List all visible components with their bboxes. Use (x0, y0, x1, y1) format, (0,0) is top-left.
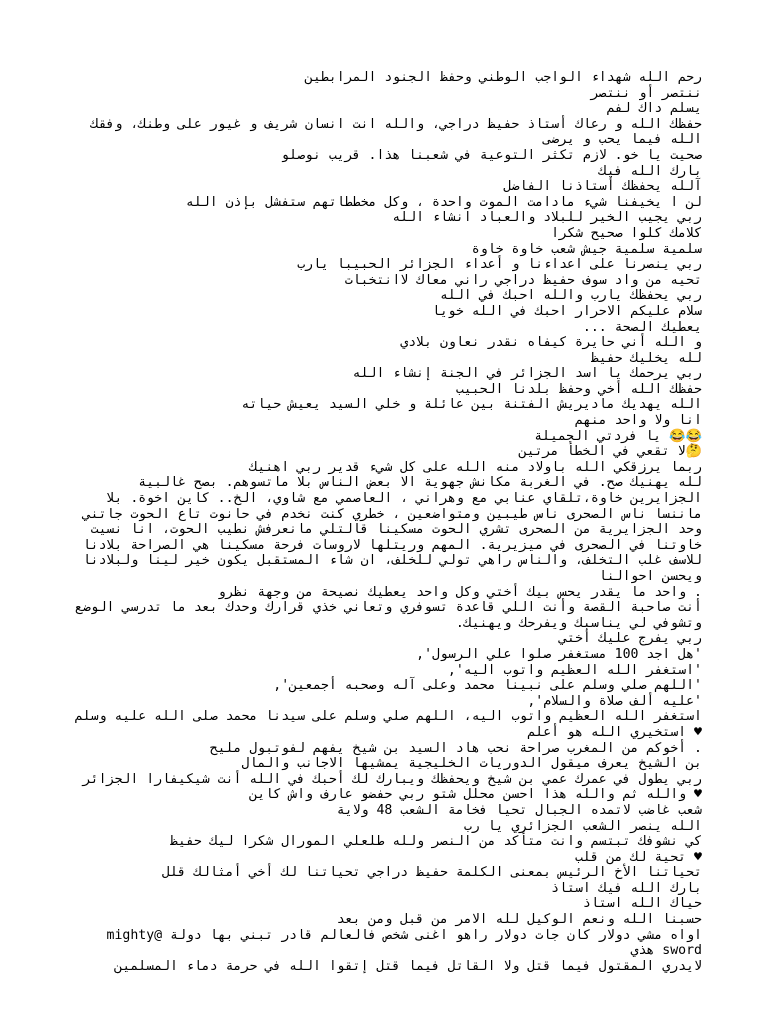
text-line: ربي يحفظك يارب والله احبك في الله (439, 288, 702, 304)
text-line: 'استغفر الله العظيم واتوب اليه', (447, 662, 702, 678)
text-line: بارك الله فيك استاذ (551, 880, 702, 896)
text-line: ربي يجيب الخير للبلاد والعباد انشاء الله (392, 210, 702, 226)
document-text-body (66, 70, 702, 974)
text-line: ننتصر أو ننتصر (590, 85, 702, 101)
text-line: ربي يطول في عمرك عمي بن شيخ ويحفظك ويبارك لك أحبك في الله أنت شيكيفارا الجزائر (82, 771, 702, 787)
text-line: شعب غاضب لاتمده الجبال تحيا فخامة الشعب 48 ولاية (336, 802, 702, 818)
text-line: يسلم داك لفم (606, 101, 702, 117)
text-line: ♥ استخيري الله هو أعلم (527, 724, 702, 740)
text-line: 'هل اجد 100 مستغفر صلوا علي الرسول', (416, 646, 702, 662)
text-line: . واحد ما يقدر يحس بيك أختي وكل واحد يعطيك نصيحة من وجهة نظرو (217, 584, 702, 600)
text-line: استغفر الله العظيم واتوب اليه، اللهم صلي وسلم على سيدنا محمد صلى الله عليه وسلم (74, 709, 702, 725)
text-line: . أخوكم من المغرب صراحة نحب هاد السيد بن شيخ يفهم لفوتبول مليح (209, 740, 702, 756)
text-line: حفظك الله أخي وحفظ بلدنا الحبيب (455, 381, 702, 397)
text-line: ربي يفرج عليك أختي (559, 631, 702, 647)
text-line: حسبنا الله ونعم الوكيل لله الامر من قبل ومن بعد (336, 912, 702, 928)
text-line: لايدري المقتول فيما قتل ولا القاتل فيما قتل إتقوا الله في حرمة دماء المسلمين (114, 958, 702, 974)
text-line: لن ا يخيفنا شيء مادامت الموت واحدة ، وكل مخططاتهم ستفشل بإذن الله (185, 194, 702, 210)
text-line: 'اللهم صلي وسلم على نبينا محمد وعلى آله وصحبه أجمعين', (273, 678, 702, 694)
text-line: 🤔لا تقعي في الخطأ مرتين (518, 444, 702, 460)
text-line: سلمية سلمية جيش شعب خاوة خاوة (471, 241, 702, 257)
text-line: آلله يحفظك أستاذنا الفاضل (503, 179, 702, 195)
text-line: ربما يرزقكي الله باولاد منه الله على كل شيء قدير ربي اهنيك (249, 459, 702, 475)
text-line: سلام عليكم الاحرار احبك في الله خويا (432, 303, 702, 319)
text-line: لله يهنيك صح. في الغربة مكانش جهوية الا بعض الناس بلا ماتسوهم. بصح غالبية الجزايرين خاوة،تلقاي عنابي مع وهراني ، العاصمي مع شاوي، الخ.. كاين اخوة. بلا ماننسا ناس الصحرى ناس طيبين ومتواضعين ، خطري كنت نخدم في حانوت تاع الحوت جاتني وحد الجزايرية من الصحرى تشري الحوت مسكينا قالتلي مانعرفش نطيب الحوت، انا نسيت خاوتنا في الصحرى في ميزيرية. المهم وريتلها لاروسات فرحة مسكينا هي الصراحة بلادنا للاسف غلب التخلف، والناس راهي تولي للخلف، ان شاء المستقبل يكون خير لينا ولبلادنا ويحسن احوالنا (74, 475, 702, 584)
text-line: أنت صاحبة القصة وأنت اللي قاعدة تسوفري وتعاني خذي قرارك وحدك بعد ما تدرسي الوضع وتشوفي لي يناسبك ويفرحك ويهنيك. (66, 600, 702, 631)
text-line: تحياتنا الأخ الرئيس بمعنى الكلمة حفيظ دراجي تحياتنا لك أخي أمثالك قلل (162, 865, 702, 881)
text-line: ♥ والله ثم والله هذا احسن محلل شتو ربي حفضو عارف واش كاين (249, 787, 702, 803)
text-line: 'عليه ألف صلاة والسلام', (527, 693, 702, 709)
text-line: لله يخليك حفيظ (590, 350, 702, 366)
text-line: تحيه من واد سوف حفيظ دراجي راني معاك لاانتخبات (344, 272, 702, 288)
text-line: حياك الله استاذ (582, 896, 702, 912)
text-line: رحم الله شهداء الواجب الوطني وحفظ الجنود المرابطين (305, 70, 702, 85)
text-line: كي نشوفك تبتسم وانت متأكد من النصر ولله طلعلي المورال شكرا ليك حفيظ (170, 834, 702, 850)
text-line: ♥ تحية لك من قلب (574, 849, 702, 865)
text-line: اواه مشي دولار كان جات دولار راهو اغنى شخص فالعالم قادر تبني بها دولة @mighty sword هذي (98, 927, 702, 959)
text-line: كلامك كلوا صحيح شكرا (551, 225, 702, 241)
text-line: 😂😂 يا فردتي الجميلة (534, 428, 702, 444)
text-line: و الله أني حايرة كيفاه نقدر نعاون بلادي (400, 335, 702, 351)
text-line: حفظك الله و رعاك أستاذ حفيظ دراجي، والله انت انسان شريف و غيور على وطنك، وفقك الله فيما يحب و يرضى (82, 116, 702, 148)
text-line: الله ينصر الشعب الجزائري يا رب (463, 818, 702, 834)
text-line: يعطيك الصحة ... (582, 319, 702, 335)
text-line: ربي ينصرنا على اعداءنا و أعداء الجزائر الحبيبا يارب (297, 257, 702, 273)
text-line: بارك الله فيك (598, 163, 702, 179)
text-line: بن الشيخ يعرف ميقول الدوريات الخليجية يمشيها الاجانب والمال (241, 756, 702, 772)
text-line: انا ولا واحد منهم (574, 413, 702, 429)
text-line: صحيت يا خو. لازم تكثر التوعية في شعبنا هذا. قريب نوصلو (281, 147, 702, 163)
text-line: ربي يرحمك يا اسد الجزائر في الجنة إنشاء الله (352, 366, 702, 382)
text-line: الله يهديك ماديريش الفتنة بين عائلة و خلي السيد يعيش حياته (241, 397, 702, 413)
